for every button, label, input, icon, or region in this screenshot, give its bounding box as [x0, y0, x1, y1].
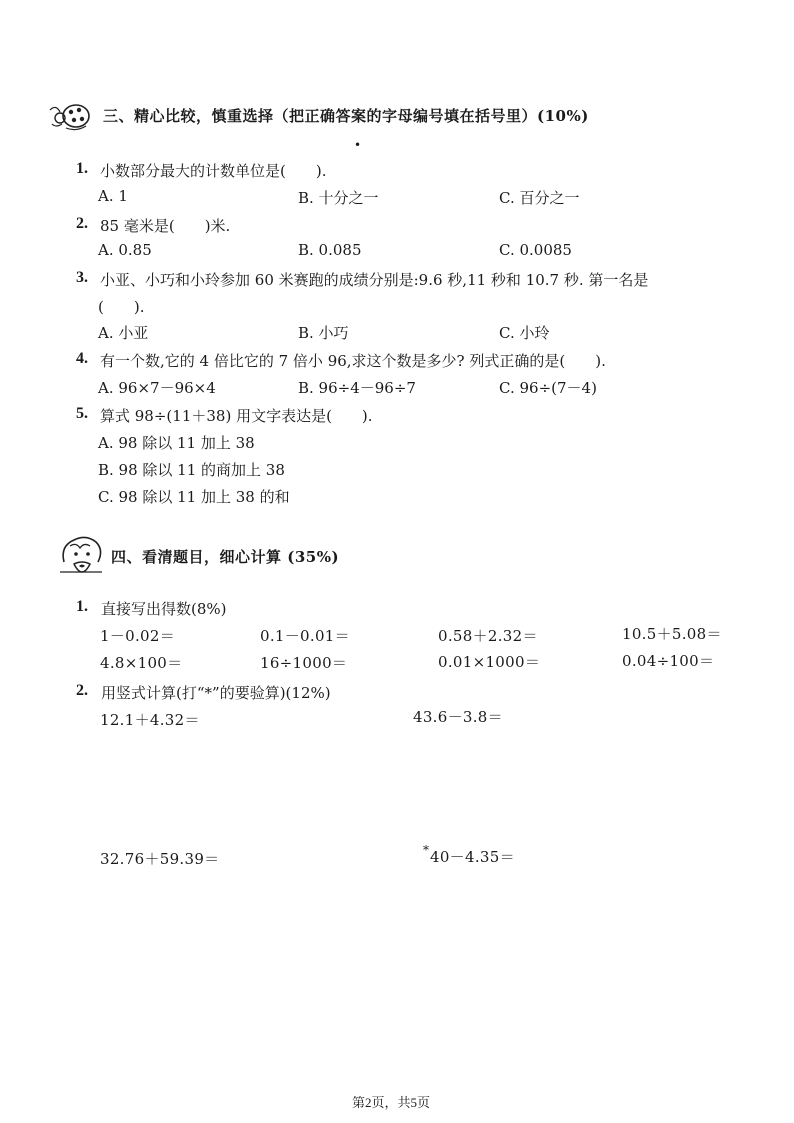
question-text: 算式 98÷(11＋38) 用文字表达是( ). [100, 407, 373, 425]
question-text-continued: ( ). [98, 298, 145, 316]
option-b: B. 十分之一 [298, 189, 379, 207]
vertical-calc-item: 32.76＋59.39＝ [100, 850, 220, 868]
question-text: 用竖式计算(打“*”的要验算)(12%) [101, 684, 331, 702]
option-b: B. 96÷4－96÷7 [298, 379, 416, 397]
mental-calc-item: 4.8×100＝ [100, 654, 183, 672]
vertical-calc-item: 43.6－3.8＝ [413, 708, 503, 726]
option-c: C. 0.0085 [499, 241, 572, 259]
option-b: B. 98 除以 11 的商加上 38 [98, 461, 285, 479]
option-a: A. 1 [98, 187, 128, 205]
mental-calc-item: 0.01×1000＝ [438, 653, 541, 671]
question-text: 小亚、小巧和小玲参加 60 米赛跑的成绩分别是:9.6 秒,11 秒和 10.7 秒. 第一名是 [100, 271, 649, 289]
question-number: 1. [76, 598, 88, 615]
option-a: A. 96×7－96×4 [98, 379, 216, 397]
section4-title: 四、看清题目，细心计算 (35%) [111, 548, 340, 566]
question-number: 4. [76, 350, 88, 367]
option-c: C. 98 除以 11 加上 38 的和 [98, 488, 290, 506]
emphasis-dot: • [354, 138, 362, 152]
question-number: 2. [76, 215, 88, 232]
option-c: C. 小玲 [499, 324, 550, 342]
mental-calc-item: 10.5＋5.08＝ [622, 625, 722, 643]
option-c: C. 96÷(7－4) [499, 379, 597, 397]
mental-calc-item: 0.1－0.01＝ [260, 627, 350, 645]
question-number: 5. [76, 405, 88, 422]
vertical-calc-item: 40－4.35＝ [430, 848, 515, 866]
mental-calc-item: 0.58＋2.32＝ [438, 627, 538, 645]
section3-title: 三、精心比较，慎重选择（把正确答案的字母编号填在括号里）(10%) [103, 107, 589, 125]
ladybug-decoration-icon [46, 98, 94, 134]
mental-calc-item: 0.04÷100＝ [622, 652, 715, 670]
cartoon-girl-decoration-icon [56, 532, 106, 576]
option-a: A. 小亚 [98, 324, 149, 342]
vertical-calc-item: 12.1＋4.32＝ [100, 711, 200, 729]
question-text: 有一个数,它的 4 倍比它的 7 倍小 96,求这个数是多少? 列式正确的是( ). [100, 352, 606, 370]
option-b: B. 0.085 [298, 241, 362, 259]
verify-star-mark: * [423, 843, 429, 857]
mental-calc-item: 1－0.02＝ [100, 627, 176, 645]
option-a: A. 0.85 [98, 241, 152, 259]
question-text: 小数部分最大的计数单位是( ). [100, 162, 327, 180]
page-number: 第2页，共5页 [352, 1095, 431, 1110]
option-a: A. 98 除以 11 加上 38 [98, 434, 255, 452]
mental-calc-item: 16÷1000＝ [260, 654, 348, 672]
question-number: 1. [76, 160, 88, 177]
option-c: C. 百分之一 [499, 189, 580, 207]
question-text: 85 毫米是( )米. [100, 217, 231, 235]
option-b: B. 小巧 [298, 324, 349, 342]
question-text: 直接写出得数(8%) [101, 600, 227, 618]
question-number: 3. [76, 269, 88, 286]
question-number: 2. [76, 682, 88, 699]
